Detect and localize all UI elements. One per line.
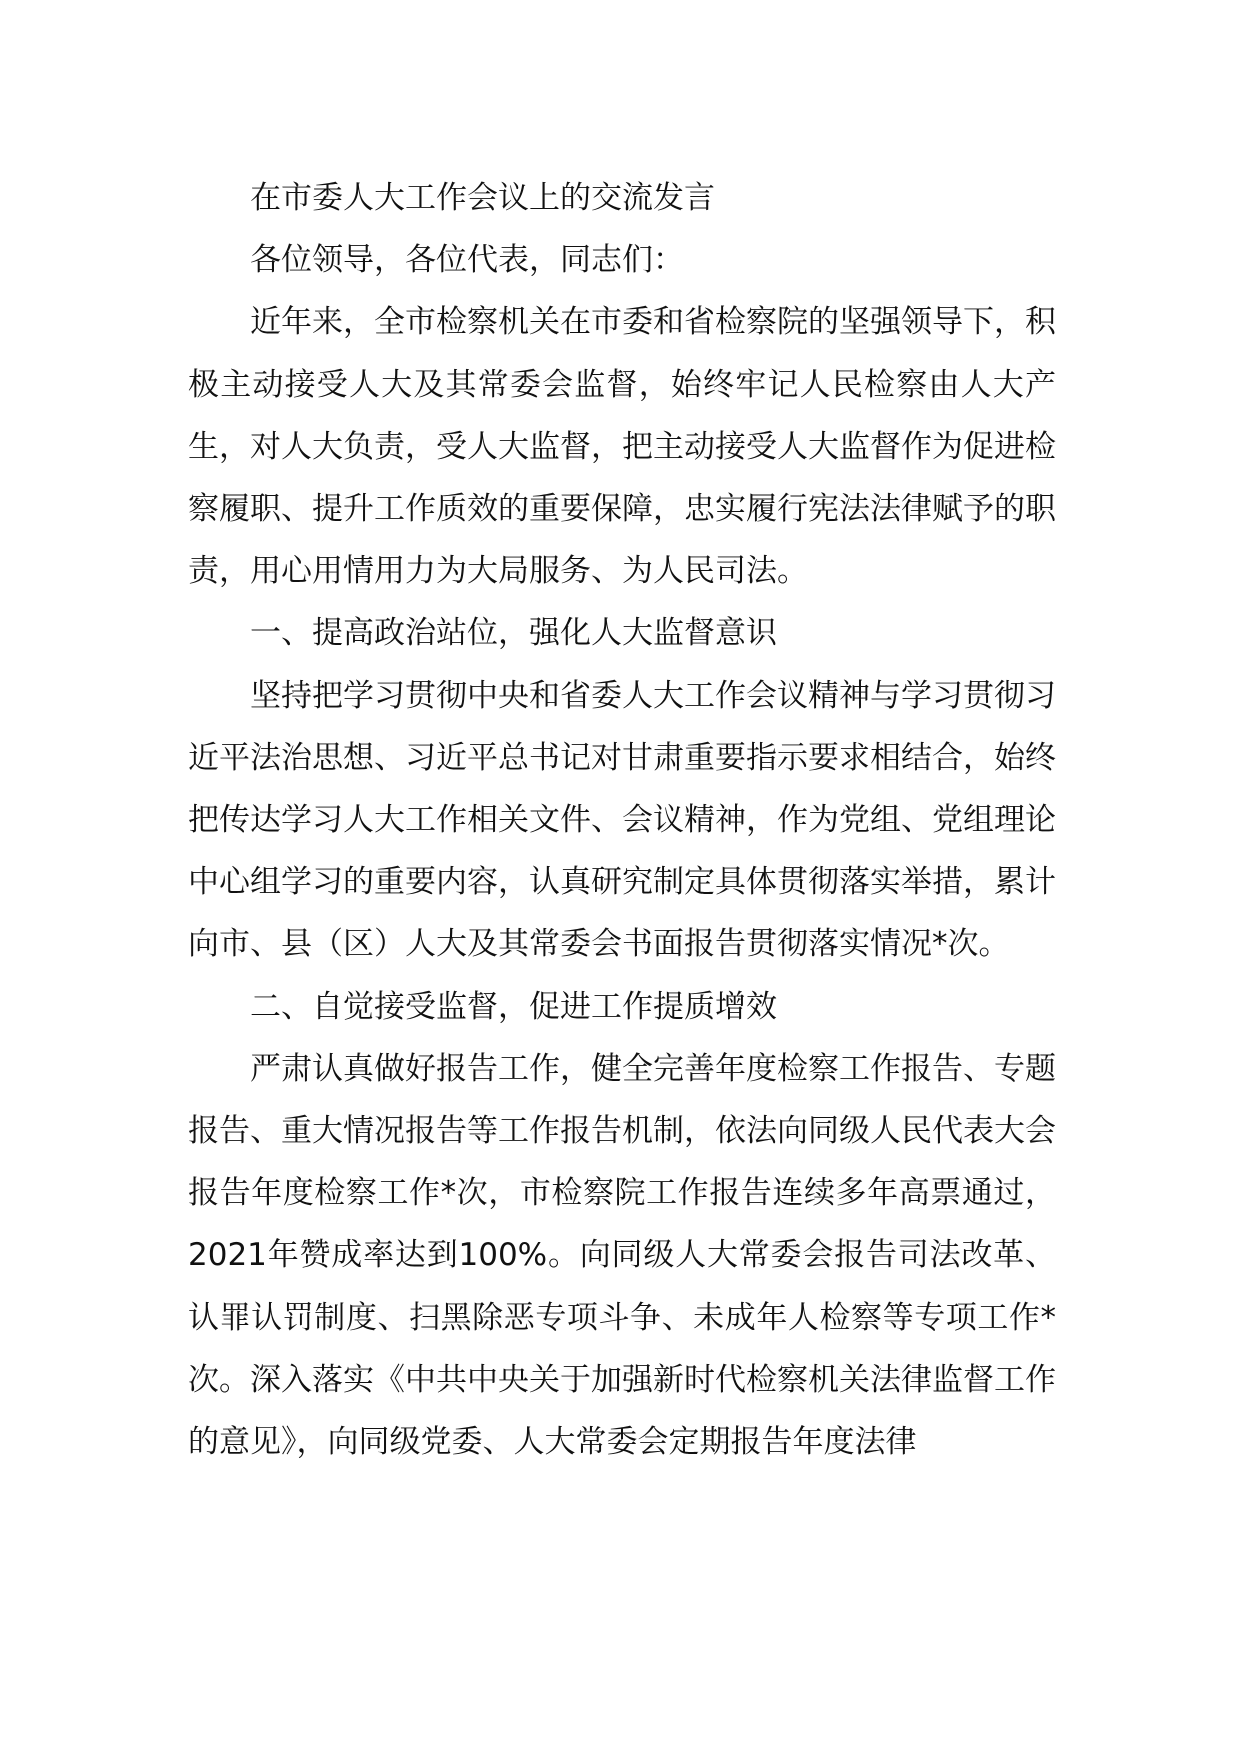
document-body <box>188 167 1056 1473</box>
document-title: 在市委人大工作会议上的交流发言 <box>250 180 715 216</box>
section-1-heading: 一、提高政治站位，强化人大监督意识 <box>250 615 777 652</box>
section-2-paragraph: 严肃认真做好报告工作，健全完善年度检察工作报告、专题报告、重大情况报告等工作报告机制，依法向同级人民代表大会报告年度检察工作*次，市检察院工作报告连续多年高票通过，2021年赞成率达到100%。向同级人大常委会报告司法改革、认罪认罚制度、扫黑除恶专项斗争、未成年人检察等专项工作*次。深入落实《中共中央关于加强新时代检察机关法律监督工作的意见》，向同级党委、人大常委会定期报告年度法律 <box>188 1050 1056 1461</box>
salutation: 各位领导，各位代表，同志们： <box>250 242 684 279</box>
section-1-paragraph: 坚持把学习贯彻中央和省委人大工作会议精神与学习贯彻习近平法治思想、习近平总书记对甘肃重要指示要求相结合，始终把传达学习人大工作相关文件、会议精神，作为党组、党组理论中心组学习的重要内容，认真研究制定具体贯彻落实举措，累计向市、县（区）人大及其常委会书面报告贯彻落实情况*次。 <box>188 677 1056 963</box>
intro-paragraph: 近年来，全市检察机关在市委和省检察院的坚强领导下，积极主动接受人大及其常委会监督，始终牢记人民检察由人大产生，对人大负责，受人大监督，把主动接受人大监督作为促进检察履职、提升工作质效的重要保障，忠实履行宪法法律赋予的职责，用心用情用力为大局服务、为人民司法。 <box>188 304 1056 590</box>
section-2-heading: 二、自觉接受监督，促进工作提质增效 <box>250 988 777 1025</box>
